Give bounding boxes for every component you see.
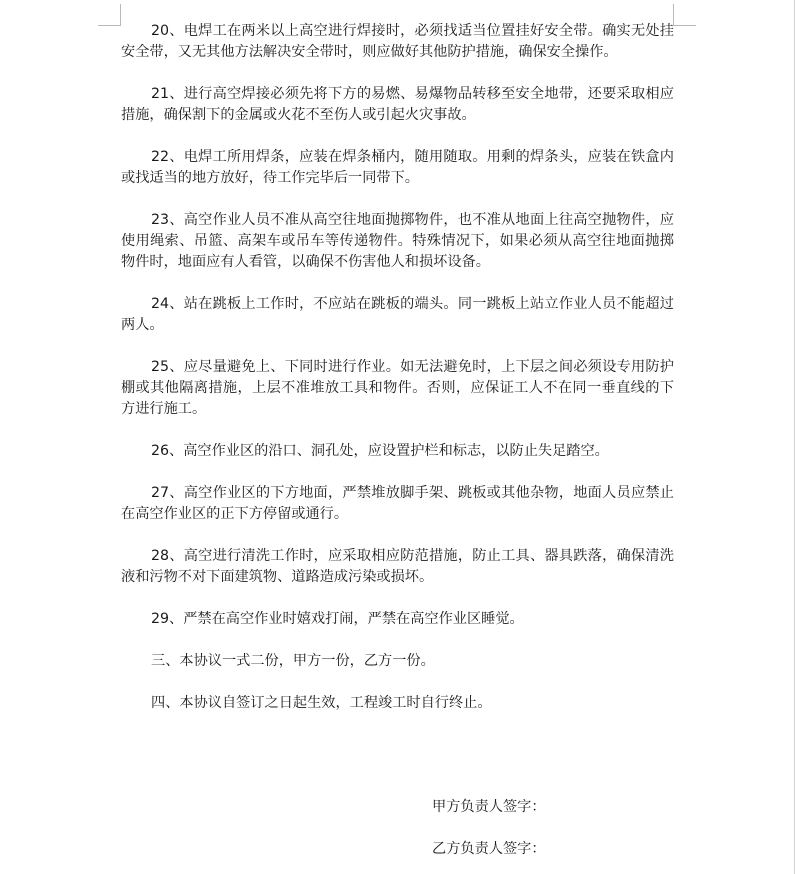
party-a-signature-label: 甲方负责人签字：: [432, 799, 546, 815]
clause-25: 25、应尽量避免上、下同时进行作业。如无法避免时，上下层之间必须设专用防护棚或其他隔离措施，上层不准堆放工具和物件。否则，应保证工人不在同一垂直线的下方进行施工。: [121, 359, 674, 417]
section-four: 四、本协议自签订之日起生效，工程竣工时自行终止。: [151, 695, 492, 711]
clause-22: 22、电焊工所用焊条，应装在焊条桶内，随用随取。用剩的焊条头，应装在铁盒内或找适当的地方放好，待工作完毕后一同带下。: [121, 149, 674, 186]
clause-21: 21、进行高空焊接必须先将下方的易燃、易爆物品转移至安全地带，还要采取相应措施，确保割下的金属或火花不至伤人或引起火灾事故。: [121, 86, 674, 123]
section-three: 三、本协议一式二份，甲方一份，乙方一份。: [151, 653, 435, 669]
clause-23: 23、高空作业人员不准从高空往地面抛掷物件，也不准从地面上往高空抛物件，应使用绳索、吊篮、高架车或吊车等传递物件。特殊情况下，如果必须从高空往地面抛掷物件时，地面应有人看管，以确保不伤害他人和损坏设备。: [121, 212, 674, 270]
crop-mark-top-left: [98, 25, 120, 26]
clause-27: 27、高空作业区的下方地面，严禁堆放脚手架、跳板或其他杂物，地面人员应禁止在高空作业区的正下方停留或通行。: [121, 485, 674, 522]
document-body: [121, 21, 674, 714]
clause-26: 26、高空作业区的沿口、洞孔处，应设置护栏和标志，以防止失足踏空。: [151, 443, 609, 459]
party-b-signature-label: 乙方负责人签字：: [432, 841, 546, 857]
crop-mark-top-right: [674, 25, 696, 26]
clause-20: 20、电焊工在两米以上高空进行焊接时，必须找适当位置挂好安全带。确实无处挂安全带，又无其他方法解决安全带时，则应做好其他防护措施，确保安全操作。: [121, 23, 674, 60]
clause-28: 28、高空进行清洗工作时，应采取相应防范措施，防止工具、器具跌落，确保清洗液和污物不对下面建筑物、道路造成污染或损坏。: [121, 548, 674, 585]
clause-29: 29、严禁在高空作业时嬉戏打闹，严禁在高空作业区睡觉。: [151, 611, 524, 627]
signature-block: [432, 797, 546, 860]
clause-24: 24、站在跳板上工作时，不应站在跳板的端头。同一跳板上站立作业人员不能超过两人。: [121, 296, 674, 333]
